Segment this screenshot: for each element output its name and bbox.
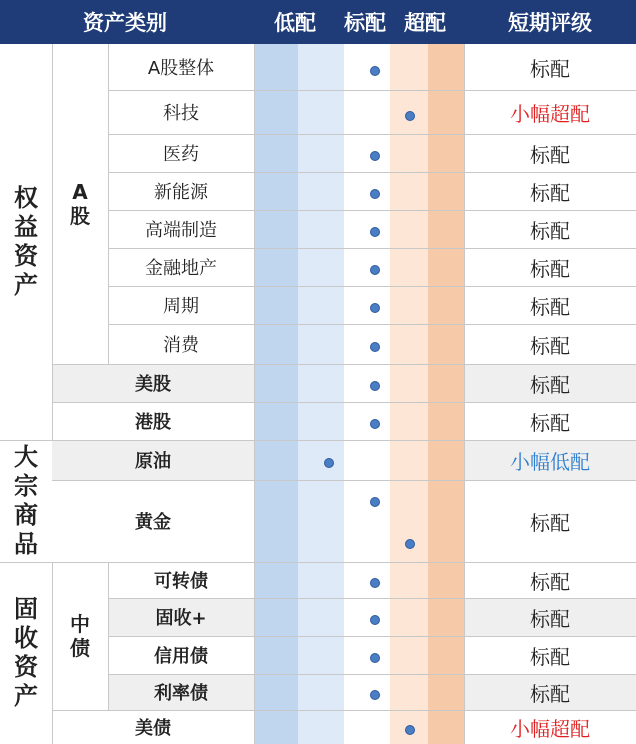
group-china-bond-char: 中: [70, 612, 90, 636]
asset-name: 医药: [163, 144, 199, 165]
asset-name: 高端制造: [145, 220, 217, 241]
header-low: 低配: [274, 11, 316, 35]
group-a-share: [52, 44, 108, 364]
allocation-dot: [370, 151, 380, 161]
scale-column-band: [298, 44, 344, 744]
group-a-share-char: 股: [70, 204, 90, 228]
allocation-dot: [370, 578, 380, 588]
allocation-dot: [370, 66, 380, 76]
rating-value: 标配: [530, 256, 570, 281]
group-china-bond: [52, 562, 108, 710]
allocation-dot: [405, 539, 415, 549]
scale-column-band: [344, 44, 390, 744]
asset-name: 固收+: [155, 608, 207, 629]
asset-name: 科技: [163, 103, 199, 124]
rating-value: 标配: [530, 142, 570, 167]
group-equity-char: 资: [14, 242, 38, 270]
asset-name: 金融地产: [145, 258, 217, 279]
asset-name: 新能源: [154, 182, 208, 203]
grid-line: [254, 44, 255, 744]
asset-name: 利率债: [154, 683, 208, 704]
group-equity: [0, 44, 52, 440]
header-standard: 标配: [344, 11, 386, 35]
group-commodity-char: 品: [14, 529, 38, 558]
rating-value: 标配: [530, 681, 570, 706]
rating-value: 标配: [530, 510, 570, 535]
allocation-dot: [370, 419, 380, 429]
allocation-dot: [370, 690, 380, 700]
rating-value: 标配: [530, 56, 570, 81]
group-equity-char: 权: [14, 184, 38, 213]
rating-value: 标配: [530, 218, 570, 243]
asset-name: 原油: [135, 451, 171, 472]
allocation-dot: [370, 615, 380, 625]
rating-value: 标配: [530, 606, 570, 631]
group-fixed-income-char: 资: [14, 653, 38, 681]
allocation-dot: [370, 381, 380, 391]
asset-name: 信用债: [154, 646, 208, 667]
asset-name: 黄金: [135, 512, 171, 533]
header-asset-class: 资产类别: [83, 11, 167, 35]
group-fixed-income-char: 收: [14, 624, 38, 653]
asset-name: 美股: [135, 374, 171, 395]
scale-column-band: [254, 44, 298, 744]
scale-column-band: [390, 44, 428, 744]
rating-value: 小幅低配: [510, 449, 590, 474]
allocation-dot: [370, 189, 380, 199]
group-equity-char: 益: [14, 213, 38, 242]
rating-value: 标配: [530, 333, 570, 358]
group-commodity-char: 大: [14, 443, 38, 472]
group-commodity: [0, 440, 52, 562]
asset-name: 周期: [163, 296, 199, 317]
allocation-dot: [370, 303, 380, 313]
rating-value: 标配: [530, 180, 570, 205]
rating-value: 标配: [530, 569, 570, 594]
group-a-share-char: A: [72, 180, 88, 204]
rating-value: 小幅超配: [510, 716, 590, 741]
rating-value: 标配: [530, 410, 570, 435]
scale-column-band: [428, 44, 464, 744]
allocation-dot: [405, 725, 415, 735]
rating-value: 标配: [530, 644, 570, 669]
group-equity-char: 产: [14, 270, 38, 299]
asset-name: 美债: [135, 718, 171, 739]
group-fixed-income-char: 固: [14, 595, 38, 624]
header-over: 超配: [404, 11, 446, 35]
asset-name: 港股: [135, 412, 171, 433]
rating-value: 标配: [530, 294, 570, 319]
asset-name: 可转债: [154, 571, 208, 592]
asset-name: A股整体: [147, 58, 215, 79]
asset-name: 消费: [163, 335, 199, 356]
group-china-bond-char: 债: [70, 636, 90, 660]
rating-value: 标配: [530, 372, 570, 397]
group-commodity-char: 宗: [14, 472, 38, 501]
header-rating: 短期评级: [508, 11, 592, 35]
allocation-dot: [370, 653, 380, 663]
group-fixed-income: [0, 562, 52, 744]
group-commodity-char: 商: [14, 501, 38, 529]
allocation-dot: [370, 227, 380, 237]
rating-value: 小幅超配: [510, 101, 590, 126]
allocation-dot: [405, 111, 415, 121]
allocation-dot: [370, 265, 380, 275]
group-fixed-income-char: 产: [14, 681, 38, 710]
